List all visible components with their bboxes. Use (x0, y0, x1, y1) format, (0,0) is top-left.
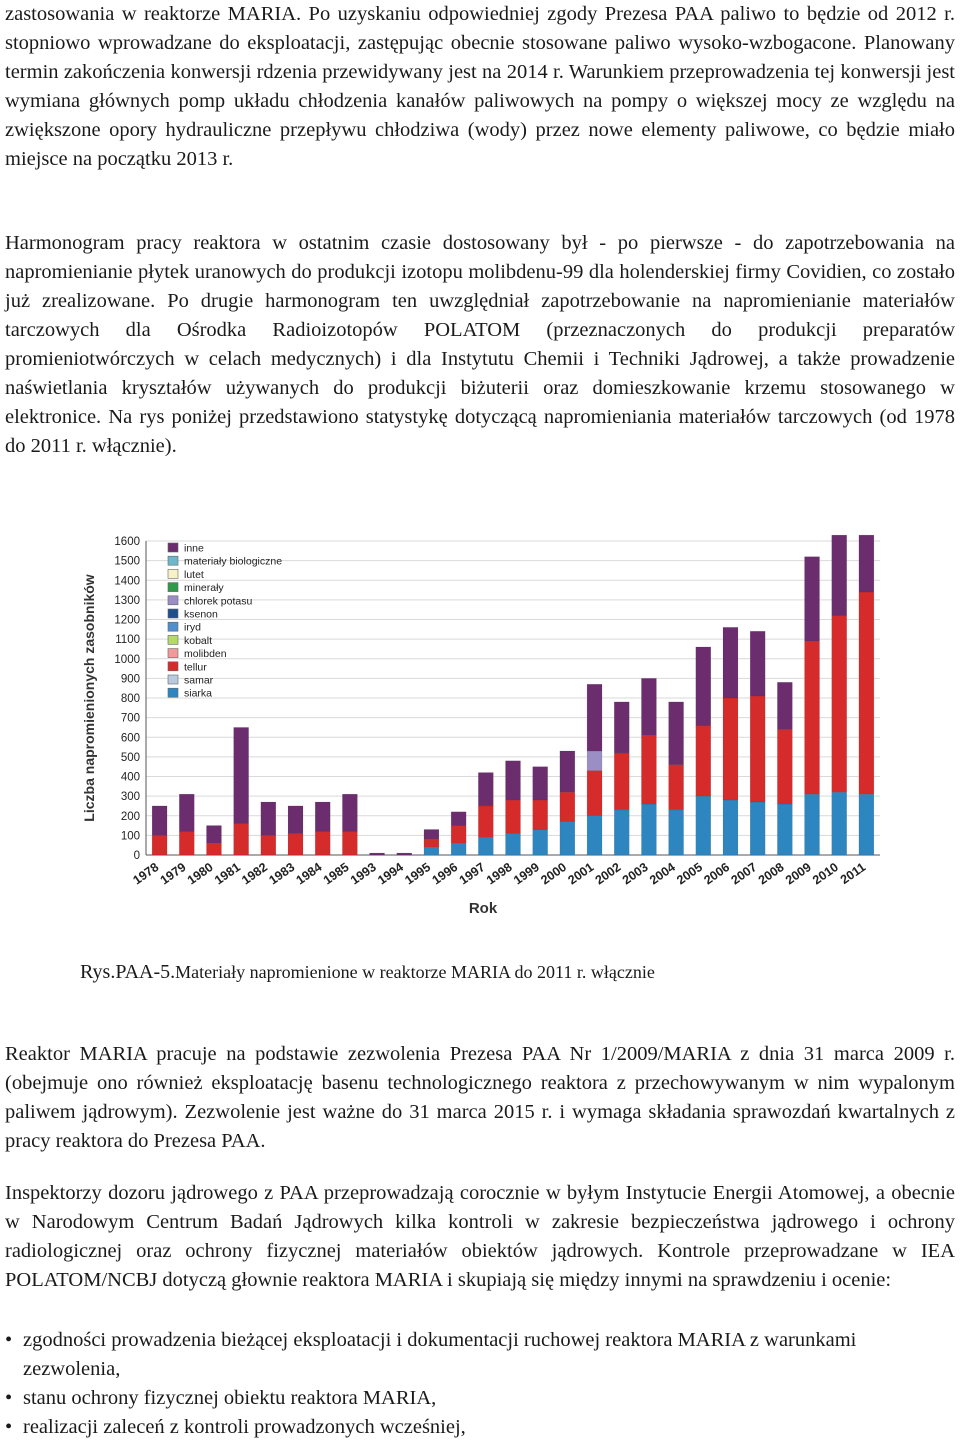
legend-label: iryd (184, 621, 201, 634)
bar-segment (832, 616, 847, 793)
x-tick-label: 1997 (456, 859, 488, 888)
bar-segment (451, 826, 466, 844)
y-tick-label: 100 (120, 830, 140, 843)
bar-segment (261, 802, 276, 835)
legend-swatch (168, 649, 178, 658)
bar-segment (832, 535, 847, 615)
bar-segment (696, 647, 711, 726)
bar-segment (370, 853, 385, 855)
bar-segment (261, 835, 276, 855)
stacked-bar-chart (80, 515, 900, 915)
bar-segment (342, 794, 357, 831)
x-tick-label: 2009 (782, 859, 814, 888)
x-tick-label: 1980 (184, 859, 216, 888)
bar-segment (805, 557, 820, 641)
legend-swatch (168, 622, 178, 631)
x-tick-label: 2007 (728, 859, 760, 888)
bar-segment (152, 806, 167, 835)
bar-segment (750, 631, 765, 696)
y-tick-label: 600 (120, 732, 140, 745)
bar-segment (614, 753, 629, 810)
bar-segment (424, 847, 439, 855)
bar-segment (805, 641, 820, 794)
y-axis-label: Liczba napromienionych zasobników (81, 574, 97, 822)
y-tick-label: 700 (120, 712, 140, 725)
y-tick-label: 1600 (114, 536, 140, 548)
x-tick-label: 1981 (212, 859, 243, 888)
bar-segment (179, 794, 194, 831)
bar-segment (478, 773, 493, 806)
bar-segment (723, 627, 738, 698)
list-item (5, 1326, 955, 1384)
legend-label: tellur (184, 661, 207, 674)
bar-segment (723, 698, 738, 800)
legend-swatch (168, 635, 178, 644)
legend-label: chlorek potasu (184, 595, 253, 608)
bar-segment (424, 829, 439, 839)
bar-segment (587, 771, 602, 816)
caption-text: Materiały napromienione w reaktorze MARIA do 2011 r. włącznie (175, 962, 655, 982)
list-item (5, 1413, 955, 1442)
legend-label: siarka (184, 687, 213, 700)
y-tick-label: 1500 (114, 555, 140, 568)
bar-segment (859, 794, 874, 855)
legend-label: lutet (184, 568, 204, 581)
inspection-scope-list (5, 1326, 955, 1442)
x-tick-label: 1999 (511, 859, 542, 888)
list-item (5, 1384, 955, 1413)
legend-label: molibden (184, 648, 227, 661)
paragraph-schedule: Harmonogram pracy reaktora w ostatnim czasie dostosowany był - po pierwsze - do zapotrzebowania na napromienianie płytek uranowych do produkcji izotopu molibdenu-99 dla holenderskiej firmy Covidien, co zostało już zrealizowane. Po drugie harmonogram ten uwzględniał zapotrzebowanie na napromienianie materiałów tarczowych dla Ośrodka Radioizotopów POLATOM (przeznaczonych do produkcji preparatów promieniotwórczych w celach medycznych) i dla Instytutu Chemii i Techniki Jądrowej, a także prowadzenie naświetlania kryształów używanych do produkcji biżuterii oraz domieszkowanie krzemu stosowanego w elektronice. Na rys poniżej przedstawiono statystykę dotyczącą napromieniania materiałów tarczowych (od 1978 do 2011 r. włącznie). (5, 232, 955, 457)
bar-segment (533, 829, 548, 855)
bar-segment (587, 816, 602, 855)
y-tick-label: 800 (120, 693, 140, 705)
bar-segment (206, 826, 221, 844)
bullet-marker: • (5, 1387, 13, 1409)
legend-swatch (168, 675, 178, 684)
bar-segment (506, 800, 521, 833)
bar-segment (315, 802, 330, 831)
bar-segment (560, 822, 575, 855)
bar-segment (859, 535, 874, 592)
y-tick-label: 0 (133, 850, 140, 862)
x-tick-label: 1979 (157, 859, 189, 888)
legend-swatch (168, 583, 178, 592)
x-tick-label: 1982 (239, 859, 271, 888)
list-item-text: realizacji zaleceń z kontroli prowadzonych wcześniej, (23, 1416, 466, 1438)
paragraph-license: Reaktor MARIA pracuje na podstawie zezwolenia Prezesa PAA Nr 1/2009/MARIA z dnia 31 marca 2009 r. (obejmuje ono również eksploatację basenu technologicznego reaktora z przechowywanym w nim wypalonym paliwem jądrowym). Zezwolenie jest ważne do 31 marca 2015 r. i wymaga składania sprawozdań kwartalnych z pracy reaktora do Prezesa PAA. (5, 1043, 955, 1152)
bar-segment (669, 702, 684, 765)
bar-segment (805, 794, 820, 855)
bar-segment (669, 765, 684, 810)
bar-segment (614, 702, 629, 753)
bar-segment (641, 678, 656, 735)
legend-label: samar (184, 674, 214, 687)
legend-label: materiały biologiczne (184, 555, 283, 568)
list-item-text: zgodności prowadzenia bieżącej eksploatacji i dokumentacji ruchowej reaktora MARIA z warunkami zezwolenia, (23, 1329, 857, 1380)
paragraph-inspections: Inspektorzy dozoru jądrowego z PAA przeprowadzają corocznie w byłym Instytucie Energii Atomowej, a obecnie w Narodowym Centrum Badań Jądrowych kilka kontroli w zakresie bezpieczeństwa jądrowego i ochrony radiologicznej oraz ochrony fizycznej materiałów obiektów jądrowych. Kontrole przeprowadzane w IEA POLATOM/NCBJ dotyczą głownie reaktora MARIA i skupiają się między innymi na sprawdzeniu i ocenie: (5, 1182, 955, 1291)
bar-segment (152, 835, 167, 855)
figure-caption (80, 958, 655, 986)
y-tick-label: 1000 (114, 653, 140, 666)
bar-segment (777, 804, 792, 855)
caption-prefix: Rys.PAA-5. (80, 961, 176, 983)
bar-segment (641, 735, 656, 804)
bar-segment (506, 761, 521, 800)
bar-segment (777, 729, 792, 804)
x-tick-label: 1995 (402, 859, 434, 888)
bar-segment (478, 806, 493, 837)
legend-swatch (168, 688, 178, 697)
x-tick-label: 1998 (483, 859, 515, 888)
x-tick-label: 1993 (347, 859, 379, 888)
chart-svg (80, 515, 900, 915)
y-tick-label: 200 (120, 810, 140, 823)
x-tick-label: 1983 (266, 859, 298, 888)
x-axis-label: Rok (468, 900, 498, 915)
y-tick-label: 400 (120, 771, 140, 784)
x-tick-label: 2001 (565, 859, 597, 888)
legend-swatch (168, 543, 178, 552)
x-tick-label: 2008 (755, 859, 787, 888)
x-tick-label: 2000 (538, 859, 570, 888)
bar-segment (315, 831, 330, 855)
bar-segment (451, 843, 466, 855)
bar-segment (641, 804, 656, 855)
bar-segment (560, 751, 575, 792)
bar-segment (206, 843, 221, 855)
bar-segment (288, 833, 303, 855)
legend-label: ksenon (184, 608, 218, 621)
legend-label: minerały (184, 582, 224, 595)
bar-segment (777, 682, 792, 729)
bullet-marker: • (5, 1416, 13, 1438)
bar-segment (669, 810, 684, 855)
y-tick-label: 1300 (114, 594, 140, 607)
bar-segment (696, 725, 711, 796)
y-tick-label: 1200 (114, 614, 140, 627)
x-tick-label: 2002 (592, 859, 624, 888)
bar-segment (234, 727, 249, 823)
bar-segment (560, 792, 575, 821)
y-tick-label: 300 (120, 791, 140, 804)
legend-swatch (168, 556, 178, 565)
bar-segment (859, 592, 874, 794)
bar-segment (750, 802, 765, 855)
y-tick-label: 500 (120, 751, 140, 764)
x-tick-label: 2006 (701, 859, 733, 888)
y-tick-label: 1400 (114, 575, 140, 588)
x-tick-label: 1994 (375, 859, 406, 888)
bar-segment (234, 824, 249, 855)
bar-segment (478, 837, 493, 855)
x-tick-label: 1984 (293, 859, 325, 888)
paragraph-conversion: zastosowania w reaktorze MARIA. Po uzyskaniu odpowiedniej zgody Prezesa PAA paliwo to będzie od 2012 r. stopniowo wprowadzane do eksploatacji, zastępując obecnie stosowane paliwo wysoko-wzbogacone. Planowany termin zakończenia konwersji rdzenia przewidywany jest na 2014 r. Warunkiem przeprowadzenia tej konwersji jest wymiana głównych pomp układu chłodzenia kanałów paliwowych na pompy o większej mocy ze względu na zwiększone opory hydrauliczne przepływu chłodziwa (wody) przez nowe elementy paliwowe, co będzie miało miejsce na początku 2013 r. (5, 3, 955, 170)
bar-segment (832, 792, 847, 855)
bar-segment (342, 831, 357, 855)
x-tick-label: 2005 (674, 859, 706, 888)
legend-label: inne (184, 542, 204, 555)
x-tick-label: 2011 (837, 859, 869, 888)
legend-label: kobalt (184, 634, 213, 647)
x-tick-label: 1978 (130, 859, 162, 888)
legend-swatch (168, 662, 178, 671)
y-tick-label: 900 (120, 673, 140, 686)
x-tick-label: 1996 (429, 859, 461, 888)
y-tick-label: 1100 (115, 634, 140, 647)
legend-swatch (168, 609, 178, 618)
bullet-marker: • (5, 1329, 13, 1351)
bar-segment (587, 684, 602, 751)
list-item-text: stanu ochrony fizycznej obiektu reaktora MARIA, (23, 1387, 437, 1409)
bar-segment (179, 831, 194, 855)
x-tick-label: 2004 (647, 859, 678, 888)
x-tick-label: 2010 (810, 859, 841, 888)
bar-segment (506, 833, 521, 855)
bar-segment (750, 696, 765, 802)
bar-segment (288, 806, 303, 833)
bar-segment (696, 796, 711, 855)
bar-segment (614, 810, 629, 855)
bar-segment (723, 800, 738, 855)
bar-segment (587, 751, 602, 771)
bar-segment (397, 853, 412, 855)
bar-segment (533, 767, 548, 800)
legend-swatch (168, 569, 178, 578)
x-tick-label: 1985 (320, 859, 352, 888)
legend-swatch (168, 596, 178, 605)
x-tick-label: 2003 (619, 859, 651, 888)
bar-segment (533, 800, 548, 829)
bar-segment (451, 812, 466, 826)
bar-segment (424, 839, 439, 847)
